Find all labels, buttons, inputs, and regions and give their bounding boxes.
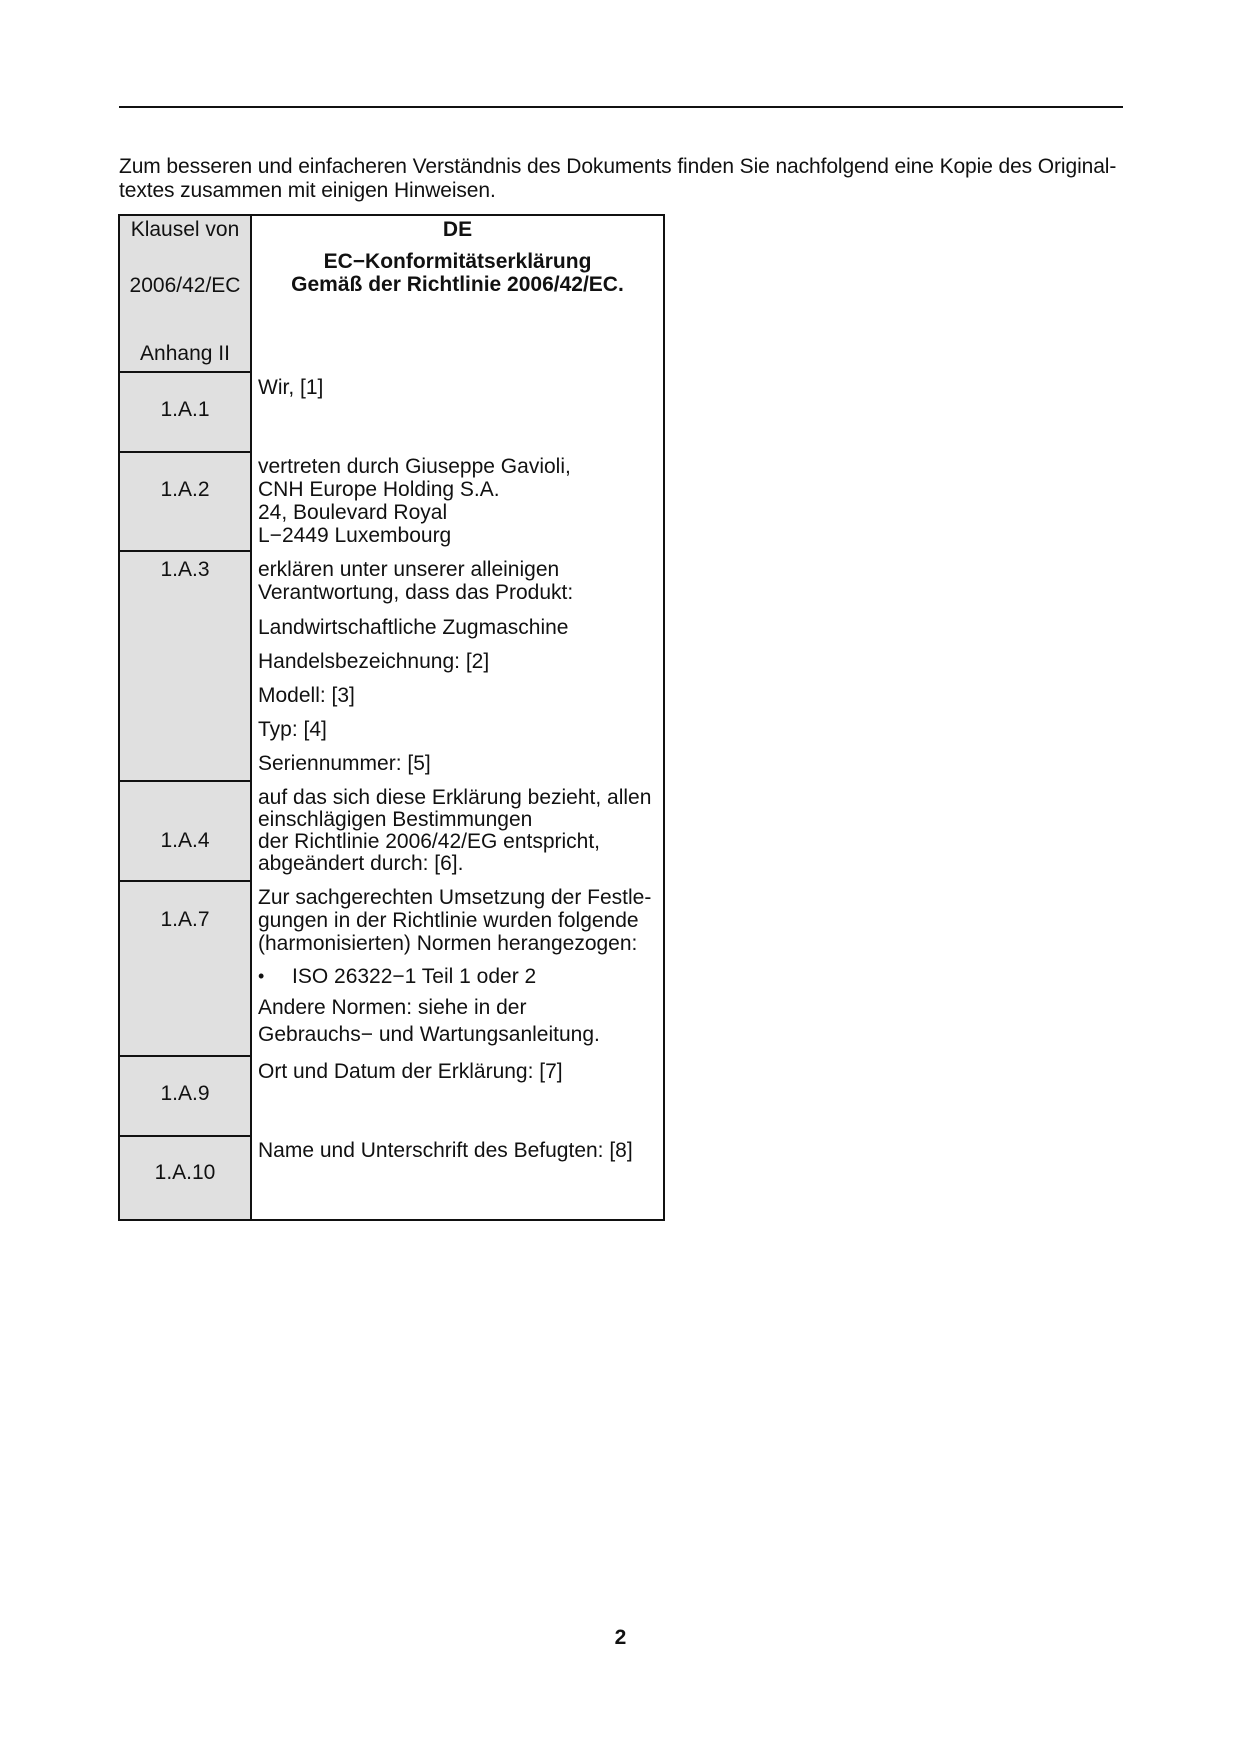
clause-1a9: 1.A.9: [160, 1082, 210, 1105]
text-1a10: Name und Unterschrift des Befugten: [8]: [258, 1139, 633, 1162]
product-item: Handelsbezeichnung: [2]: [258, 650, 490, 673]
row-divider: [120, 780, 250, 782]
intro-line-2: textes zusammen mit einigen Hinweisen.: [119, 179, 496, 202]
text-1a4-line: auf das sich diese Erklärung bezieht, allen: [258, 786, 652, 809]
text-1a2-line: vertreten durch Giuseppe Gavioli,: [258, 455, 571, 478]
top-rule: [119, 106, 1123, 108]
text-1a3-line: Verantwortung, dass das Produkt:: [258, 581, 574, 604]
text-1a4-line: abgeändert durch: [6].: [258, 852, 464, 875]
text-1a1: Wir, [1]: [258, 376, 324, 399]
row-divider: [120, 1135, 250, 1137]
row-divider: [120, 371, 250, 373]
text-1a2-line: CNH Europe Holding S.A.: [258, 478, 500, 501]
text-1a7-line: gungen in der Richtlinie wurden folgende: [258, 909, 639, 932]
page-number: 2: [614, 1626, 627, 1649]
header-annex: Anhang II: [140, 342, 230, 365]
product-item: Landwirtschaftliche Zugmaschine: [258, 616, 569, 639]
text-1a7-line: Zur sachgerechten Umsetzung der Festle-: [258, 886, 652, 909]
header-clause-label: Klausel von: [130, 218, 240, 241]
text-1a7-line: (harmonisierten) Normen herangezogen:: [258, 932, 638, 955]
language-code: DE: [442, 218, 473, 241]
product-item: Typ: [4]: [258, 718, 327, 741]
intro-line-1: Zum besseren und einfacheren Verständnis des Dokuments finden Sie nachfolgend eine Kopie des Original-: [119, 155, 1117, 178]
clause-1a4: 1.A.4: [160, 829, 210, 852]
other-standards-line: Gebrauchs− und Wartungsanleitung.: [258, 1023, 600, 1046]
standard-item: ISO 26322−1 Teil 1 oder 2: [292, 965, 537, 988]
text-1a2-line: 24, Boulevard Royal: [258, 501, 448, 524]
declaration-table: [118, 214, 665, 1221]
text-1a4-line: der Richtlinie 2006/42/EG entspricht,: [258, 830, 601, 853]
column-divider: [250, 216, 252, 1219]
text-1a9: Ort und Datum der Erklärung: [7]: [258, 1060, 563, 1083]
declaration-title: EC−Konformitätserklärung: [323, 250, 592, 273]
other-standards-line: Andere Normen: siehe in der: [258, 996, 527, 1019]
row-divider: [120, 880, 250, 882]
row-divider: [120, 550, 250, 552]
declaration-subtitle: Gemäß der Richtlinie 2006/42/EC.: [291, 273, 624, 296]
clause-column: [120, 216, 250, 1219]
text-1a3-line: erklären unter unserer alleinigen: [258, 558, 560, 581]
product-item: Seriennummer: [5]: [258, 752, 431, 775]
text-1a2-line: L−2449 Luxembourg: [258, 524, 452, 547]
clause-1a1: 1.A.1: [160, 398, 210, 421]
bullet-icon: •: [258, 966, 265, 986]
row-divider: [120, 451, 250, 453]
clause-1a10: 1.A.10: [154, 1161, 216, 1184]
header-directive: 2006/42/EC: [129, 274, 241, 297]
product-item: Modell: [3]: [258, 684, 355, 707]
row-divider: [120, 1055, 250, 1057]
clause-1a2: 1.A.2: [160, 478, 210, 501]
intro-text: [119, 155, 1129, 203]
clause-1a7: 1.A.7: [160, 908, 210, 931]
text-1a4-line: einschlägigen Bestimmungen: [258, 808, 533, 831]
clause-1a3: 1.A.3: [160, 558, 210, 581]
